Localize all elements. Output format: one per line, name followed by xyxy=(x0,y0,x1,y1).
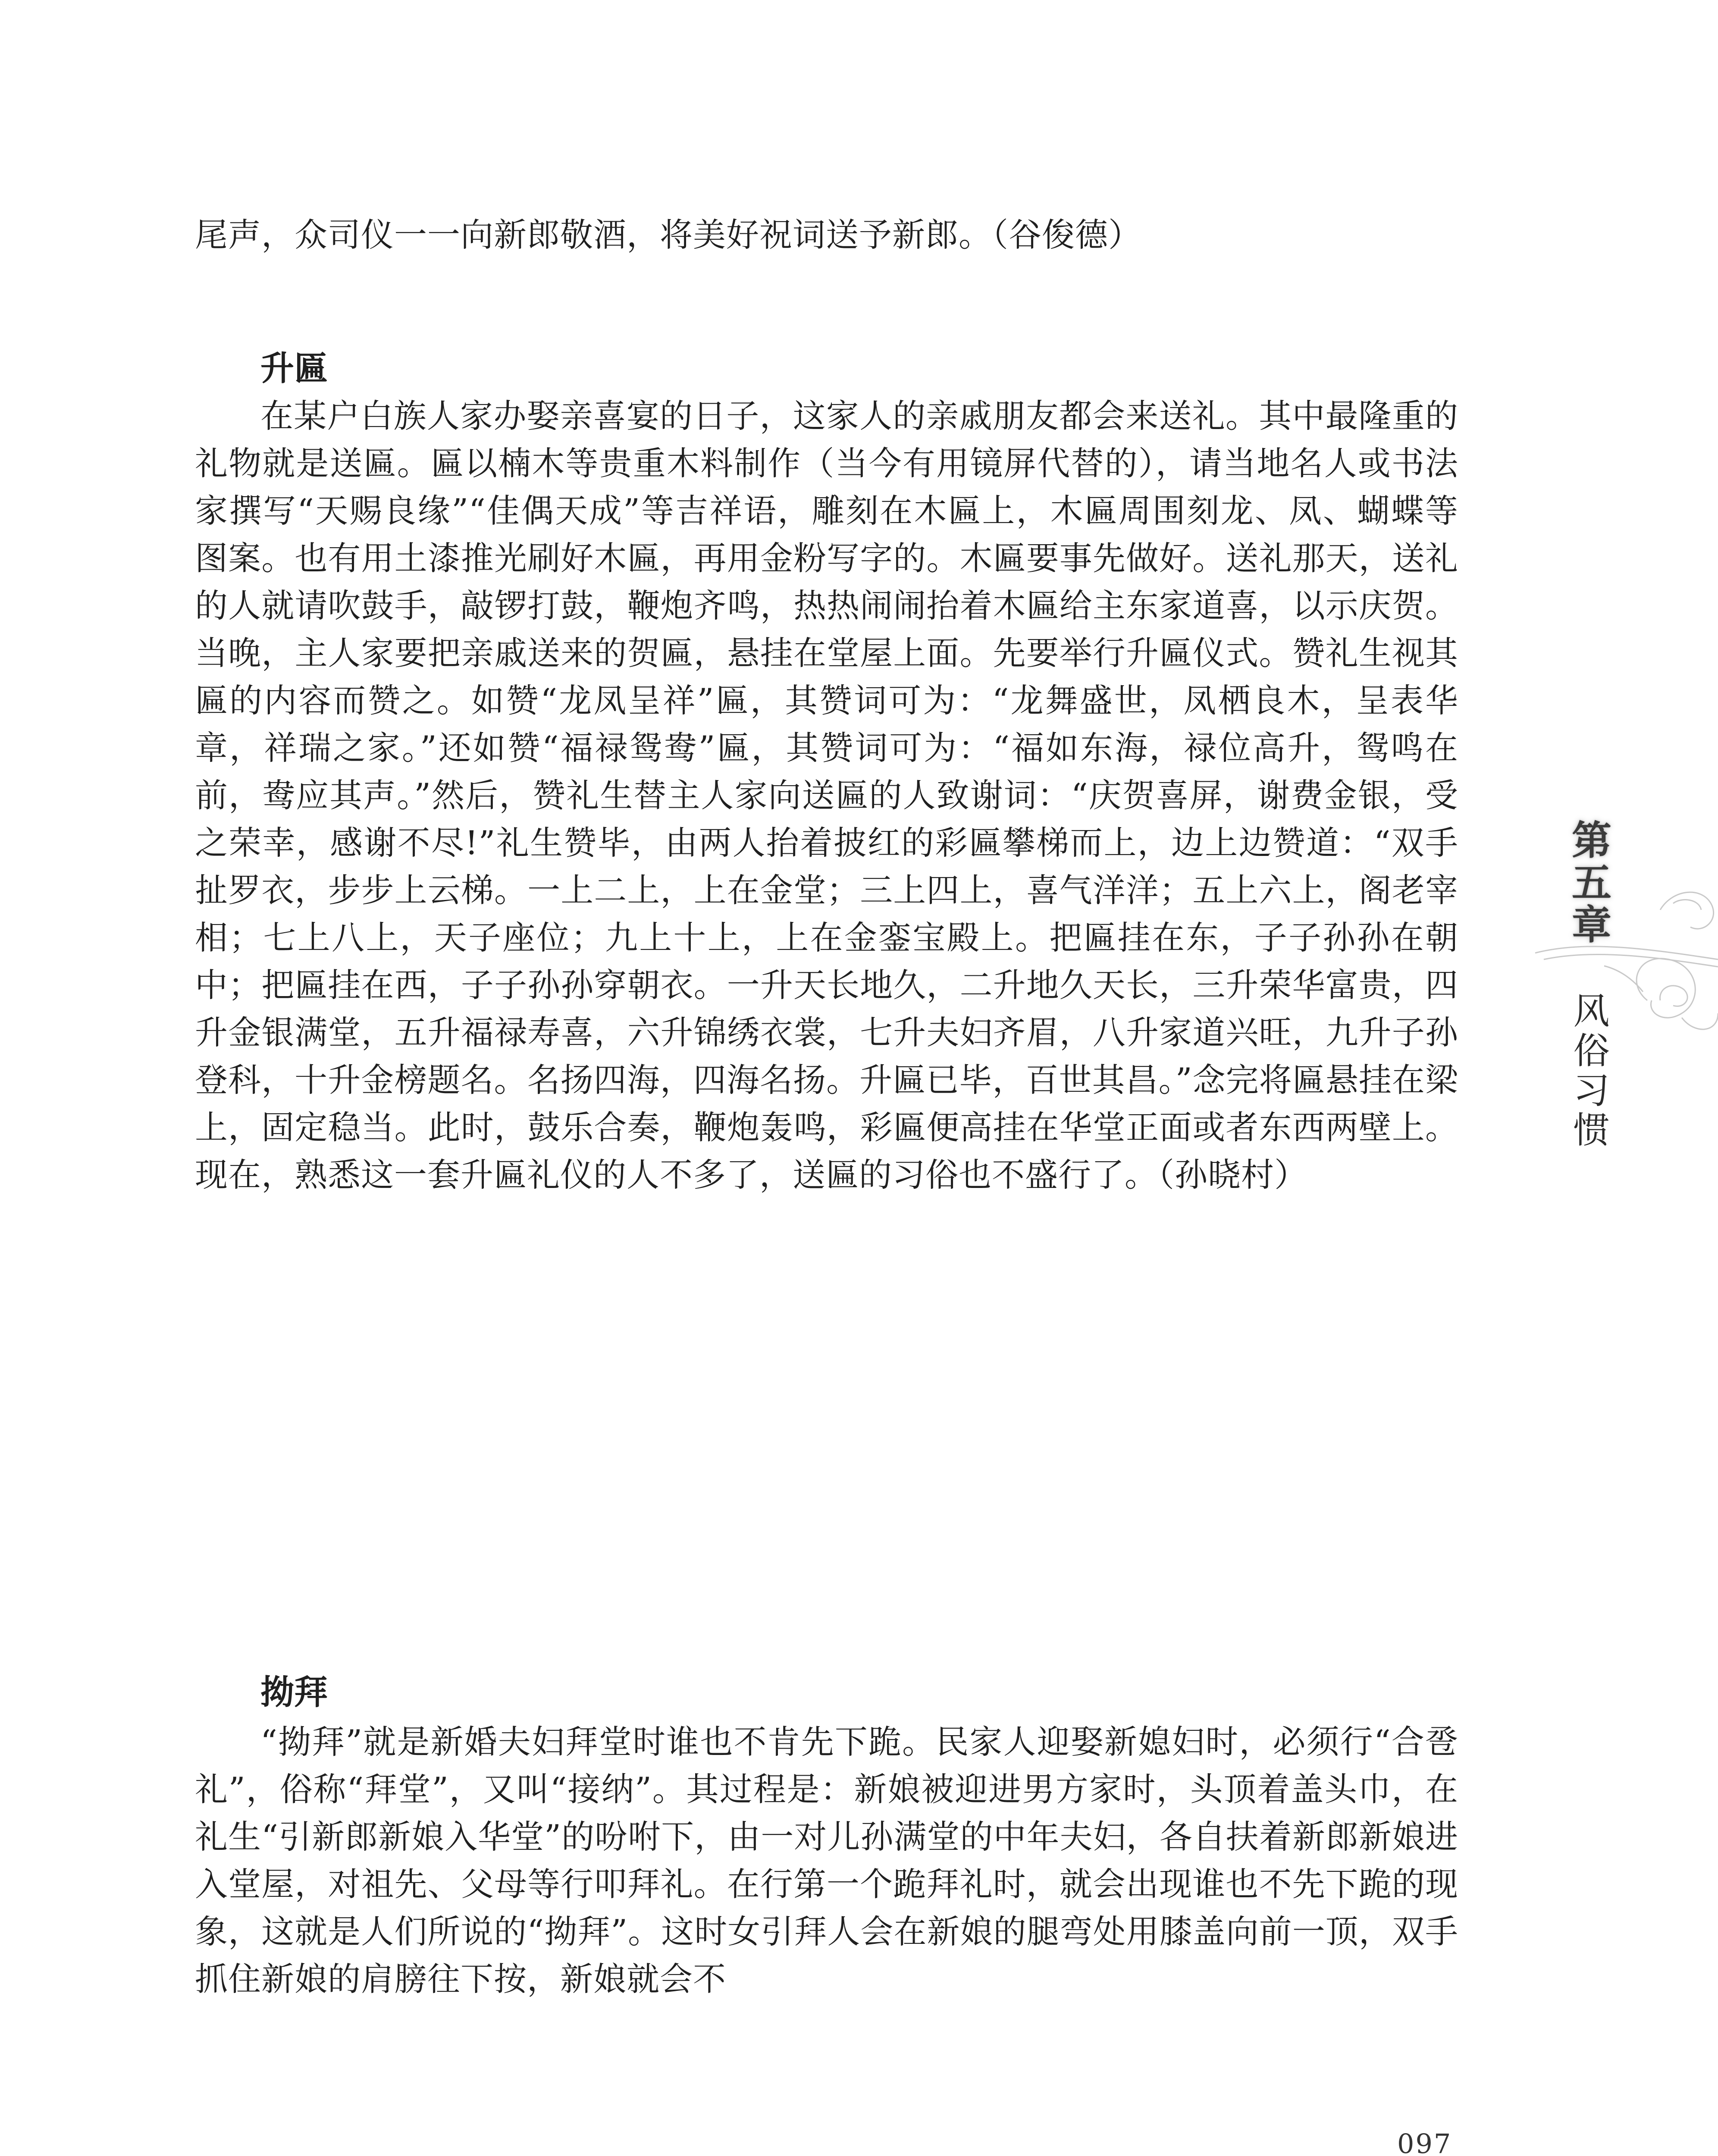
page-number: 097 xyxy=(1397,2128,1452,2156)
section-title-aobai: 拗拜 xyxy=(260,1673,328,1712)
lead-paragraph: 尾声，众司仪一一向新郎敬酒，将美好祝词送予新郎。（谷俊德） xyxy=(195,216,1141,254)
section-title-shengbian: 升匾 xyxy=(260,349,328,388)
section-body-aobai xyxy=(195,1718,1458,2003)
body-paragraph: 在某户白族人家办娶亲喜宴的日子，这家人的亲戚朋友都会来送礼。其中最隆重的礼物就是送匾。匾以楠木等贵重木料制作（当今有用镜屏代替的），请当地名人或书法家撰写“天赐良缘”“佳偶天成”等吉祥语，雕刻在木匾上，木匾周围刻龙、凤、蝴蝶等图案。也有用土漆推光刷好木匾，再用金粉写字的。木匾要事先做好。送礼那天，送礼的人就请吹鼓手，敲锣打鼓，鞭炮齐鸣，热热闹闹抬着木匾给主东家道喜，以示庆贺。当晚，主人家要把亲戚送来的贺匾，悬挂在堂屋上面。先要举行升匾仪式。赞礼生视其匾的内容而赞之。如赞“龙凤呈祥”匾，其赞词可为：“龙舞盛世，凤栖良木，呈表华章，祥瑞之家。”还如赞“福禄鸳鸯”匾，其赞词可为：“福如东海，禄位高升，鸳鸣在前，鸯应其声。”然后，赞礼生替主人家向送匾的人致谢词：“庆贺喜屏，谢费金银，受之荣幸，感谢不尽!”礼生赞毕，由两人抬着披红的彩匾攀梯而上，边上边赞道：“双手扯罗衣，步步上云梯。一上二上，上在金堂；三上四上，喜气洋洋；五上六上，阁老宰相；七上八上，天子座位；九上十上，上在金銮宝殿上。把匾挂在东，子子孙孙在朝中；把匾挂在西，子子孙孙穿朝衣。一升天长地久，二升地久天长，三升荣华富贵，四升金银满堂，五升福禄寿喜，六升锦绣衣裳，七升夫妇齐眉，八升家道兴旺，九升子孙登科，十升金榜题名。名扬四海，四海名扬。升匾已毕，百世其昌。”念完将匾悬挂在梁上，固定稳当。此时，鼓乐合奏，鞭炮轰鸣，彩匾便高挂在华堂正面或者东西两壁上。现在，熟悉这一套升匾礼仪的人不多了，送匾的习俗也不盛行了。（孙晓村） xyxy=(195,397,1458,1194)
chapter-topic: 风俗习惯 xyxy=(1568,992,1610,1150)
section-body-shengbian xyxy=(195,392,1458,1199)
cloud-ornament-icon xyxy=(1518,811,1718,1207)
chapter-label: 第五章 xyxy=(1565,819,1612,946)
body-paragraph: “拗拜”就是新婚夫妇拜堂时谁也不肯先下跪。民家人迎娶新媳妇时，必须行“合卺礼”，俗称“拜堂”，又叫“接纳”。其过程是：新娘被迎进男方家时，头顶着盖头巾，在礼生“引新郎新娘入华堂”的吩咐下，由一对儿孙满堂的中年夫妇，各自扶着新郎新娘进入堂屋，对祖先、父母等行叩拜礼。在行第一个跪拜礼时，就会出现谁也不先下跪的现象，这就是人们所说的“拗拜”。这时女引拜人会在新娘的腿弯处用膝盖向前一顶，双手抓住新娘的肩膀往下按，新娘就会不 xyxy=(195,1723,1458,1998)
